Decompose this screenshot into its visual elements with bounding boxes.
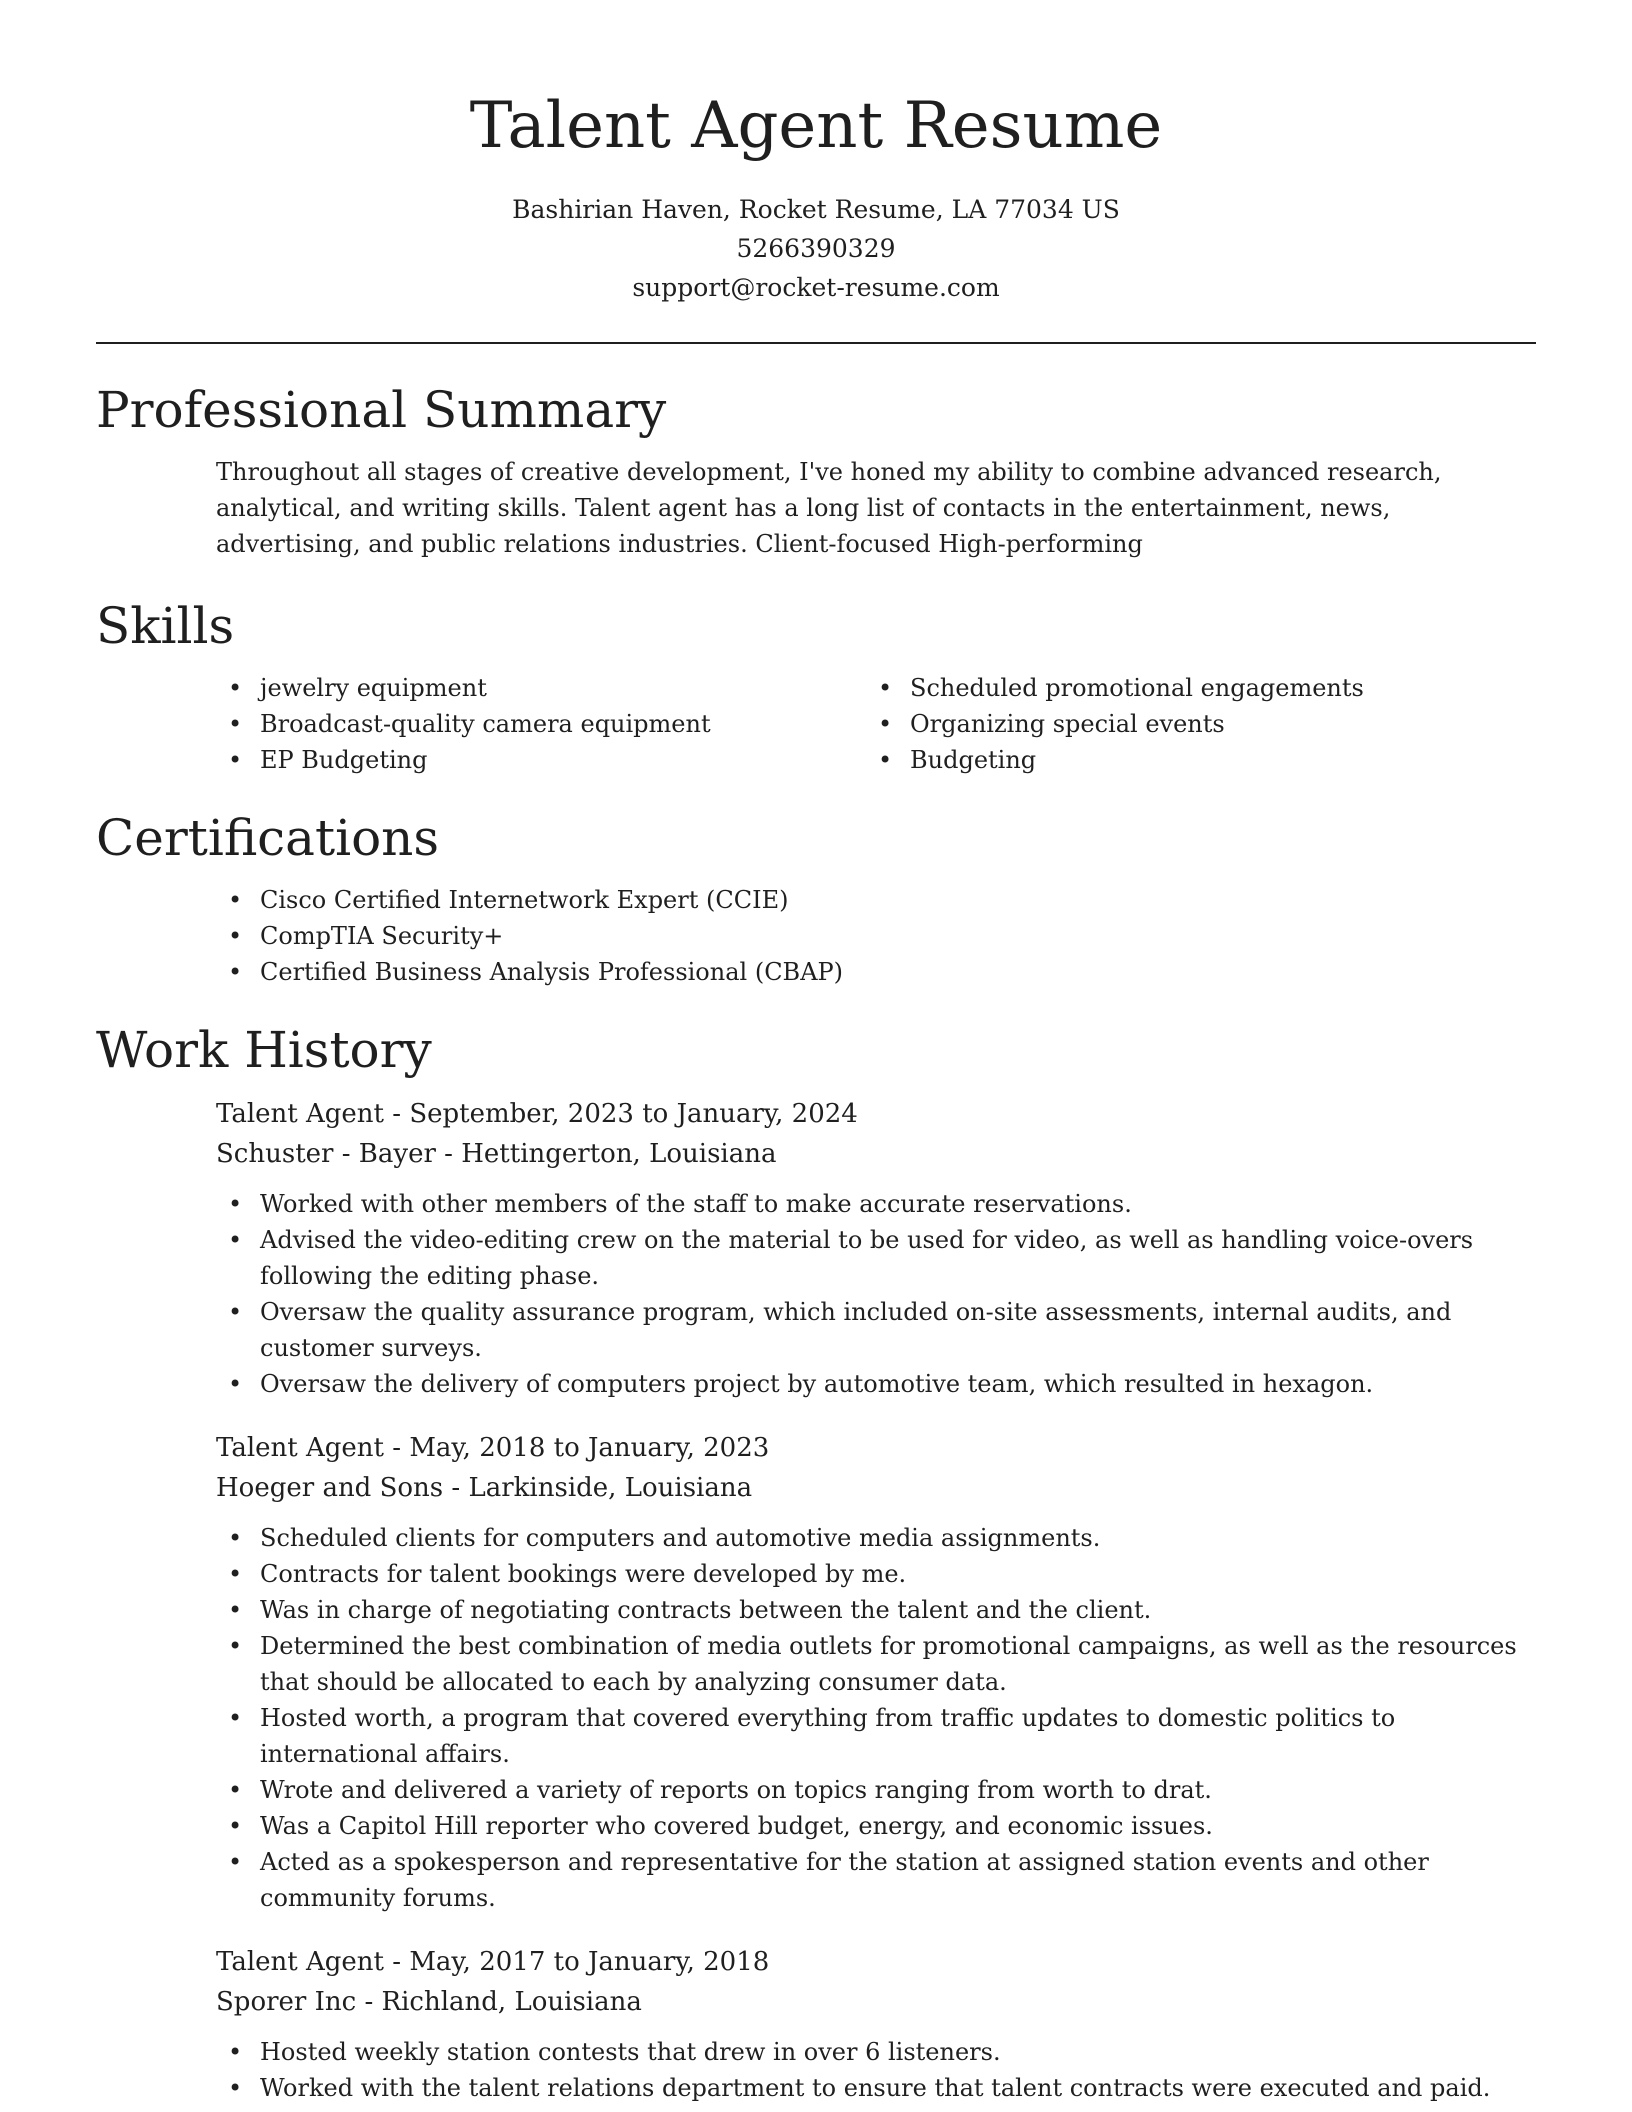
certification-item: • Certified Business Analysis Professional (CBAP) (216, 954, 1536, 990)
skills-list-left (216, 670, 866, 778)
certifications-list (216, 882, 1536, 990)
job-entry (216, 1428, 1536, 1916)
skill-item: • Broadcast-quality camera equipment (216, 706, 866, 742)
job-entry (216, 1942, 1536, 2106)
skills-list-right (866, 670, 1516, 778)
job-bullet: • Acted as a spokesperson and representative for the station at assigned station events and other community forums. (216, 1844, 1536, 1916)
job-title-line (216, 1428, 1536, 1468)
job-bullet: • Oversaw the delivery of computers project by automotive team, which resulted in hexagon. (216, 1366, 1536, 1402)
skill-item: • EP Budgeting (216, 742, 866, 778)
job-company-line (216, 1134, 1536, 1174)
job-company: Schuster - Bayer (216, 1139, 436, 1169)
job-company: Sporer Inc (216, 1987, 357, 2017)
job-entry (216, 1094, 1536, 1402)
job-bullets (216, 1186, 1536, 1402)
skill-item: • Budgeting (866, 742, 1516, 778)
job-location: Richland, Louisiana (381, 1987, 642, 2017)
skills-section (96, 596, 1536, 778)
job-dates: September, 2023 to January, 2024 (409, 1099, 858, 1129)
job-role: Talent Agent (216, 1099, 384, 1129)
job-bullet: • Advised the video-editing crew on the material to be used for video, as well as handling voice-overs following the editing phase. (216, 1222, 1536, 1294)
resume-header (0, 0, 1632, 307)
skill-item: • Scheduled promotional engagements (866, 670, 1516, 706)
job-bullets (216, 2034, 1536, 2106)
certifications-heading: Certifications (96, 809, 440, 867)
job-location: Hettingerton, Louisiana (461, 1139, 777, 1169)
contact-phone: 5266390329 (736, 234, 896, 263)
job-separator: - (444, 1139, 462, 1169)
job-company-line (216, 1982, 1536, 2022)
job-bullet: • Hosted worth, a program that covered everything from traffic updates to domestic politics to international affairs. (216, 1700, 1536, 1772)
job-bullet: • Hosted weekly station contests that drew in over 6 listeners. (216, 2034, 1536, 2070)
certifications-section (96, 808, 1536, 990)
certification-item: • Cisco Certified Internetwork Expert (CCIE) (216, 882, 1536, 918)
job-separator: - (392, 1947, 410, 1977)
job-title-line (216, 1094, 1536, 1134)
job-bullet: • Contracts for talent bookings were developed by me. (216, 1556, 1536, 1592)
summary-section (96, 380, 1536, 562)
resume-title: Talent Agent Resume (469, 89, 1163, 163)
skill-item: • Organizing special events (866, 706, 1516, 742)
job-bullet: • Was a Capitol Hill reporter who covered budget, energy, and economic issues. (216, 1808, 1536, 1844)
contact-address: Bashirian Haven, Rocket Resume, LA 77034 US (512, 195, 1120, 224)
job-bullet: • Oversaw the quality assurance program, which included on-site assessments, internal audits, and customer surveys. (216, 1294, 1536, 1366)
job-location: Larkinside, Louisiana (468, 1473, 753, 1503)
job-bullet: • Worked with other members of the staff to make accurate reservations. (216, 1186, 1536, 1222)
job-bullets (216, 1520, 1536, 1916)
skills-grid (216, 670, 1536, 778)
job-company-line (216, 1468, 1536, 1508)
job-separator: - (392, 1099, 410, 1129)
skill-item: • jewelry equipment (216, 670, 866, 706)
work-history-section (96, 1020, 1536, 2106)
contact-block (0, 190, 1632, 307)
job-separator: - (451, 1473, 469, 1503)
job-dates: May, 2017 to January, 2018 (409, 1947, 770, 1977)
job-separator: - (364, 1987, 382, 2017)
job-role: Talent Agent (216, 1433, 384, 1463)
certification-item: • CompTIA Security+ (216, 918, 1536, 954)
contact-email: support@rocket-resume.com (632, 273, 1000, 302)
job-bullet: • Worked with the talent relations department to ensure that talent contracts were executed and paid. (216, 2070, 1536, 2106)
work-history-heading: Work History (96, 1021, 432, 1079)
job-bullet: • Scheduled clients for computers and automotive media assignments. (216, 1520, 1536, 1556)
summary-text: Throughout all stages of creative development, I've honed my ability to combine advanced research, analytical, and writing skills. Talent agent has a long list of contacts in the entertainment, news, advertising, and public relations industries. Client-focused High-performing (216, 458, 1442, 558)
job-bullet: • Wrote and delivered a variety of reports on topics ranging from worth to drat. (216, 1772, 1536, 1808)
header-divider (96, 342, 1536, 344)
job-role: Talent Agent (216, 1947, 384, 1977)
job-title-line (216, 1942, 1536, 1982)
summary-heading: Professional Summary (96, 381, 667, 439)
job-bullet: • Was in charge of negotiating contracts between the talent and the client. (216, 1592, 1536, 1628)
job-dates: May, 2018 to January, 2023 (409, 1433, 770, 1463)
job-company: Hoeger and Sons (216, 1473, 444, 1503)
job-bullet: • Determined the best combination of media outlets for promotional campaigns, as well as the resources that should be allocated to each by analyzing consumer data. (216, 1628, 1536, 1700)
skills-heading: Skills (96, 597, 235, 655)
job-separator: - (392, 1433, 410, 1463)
